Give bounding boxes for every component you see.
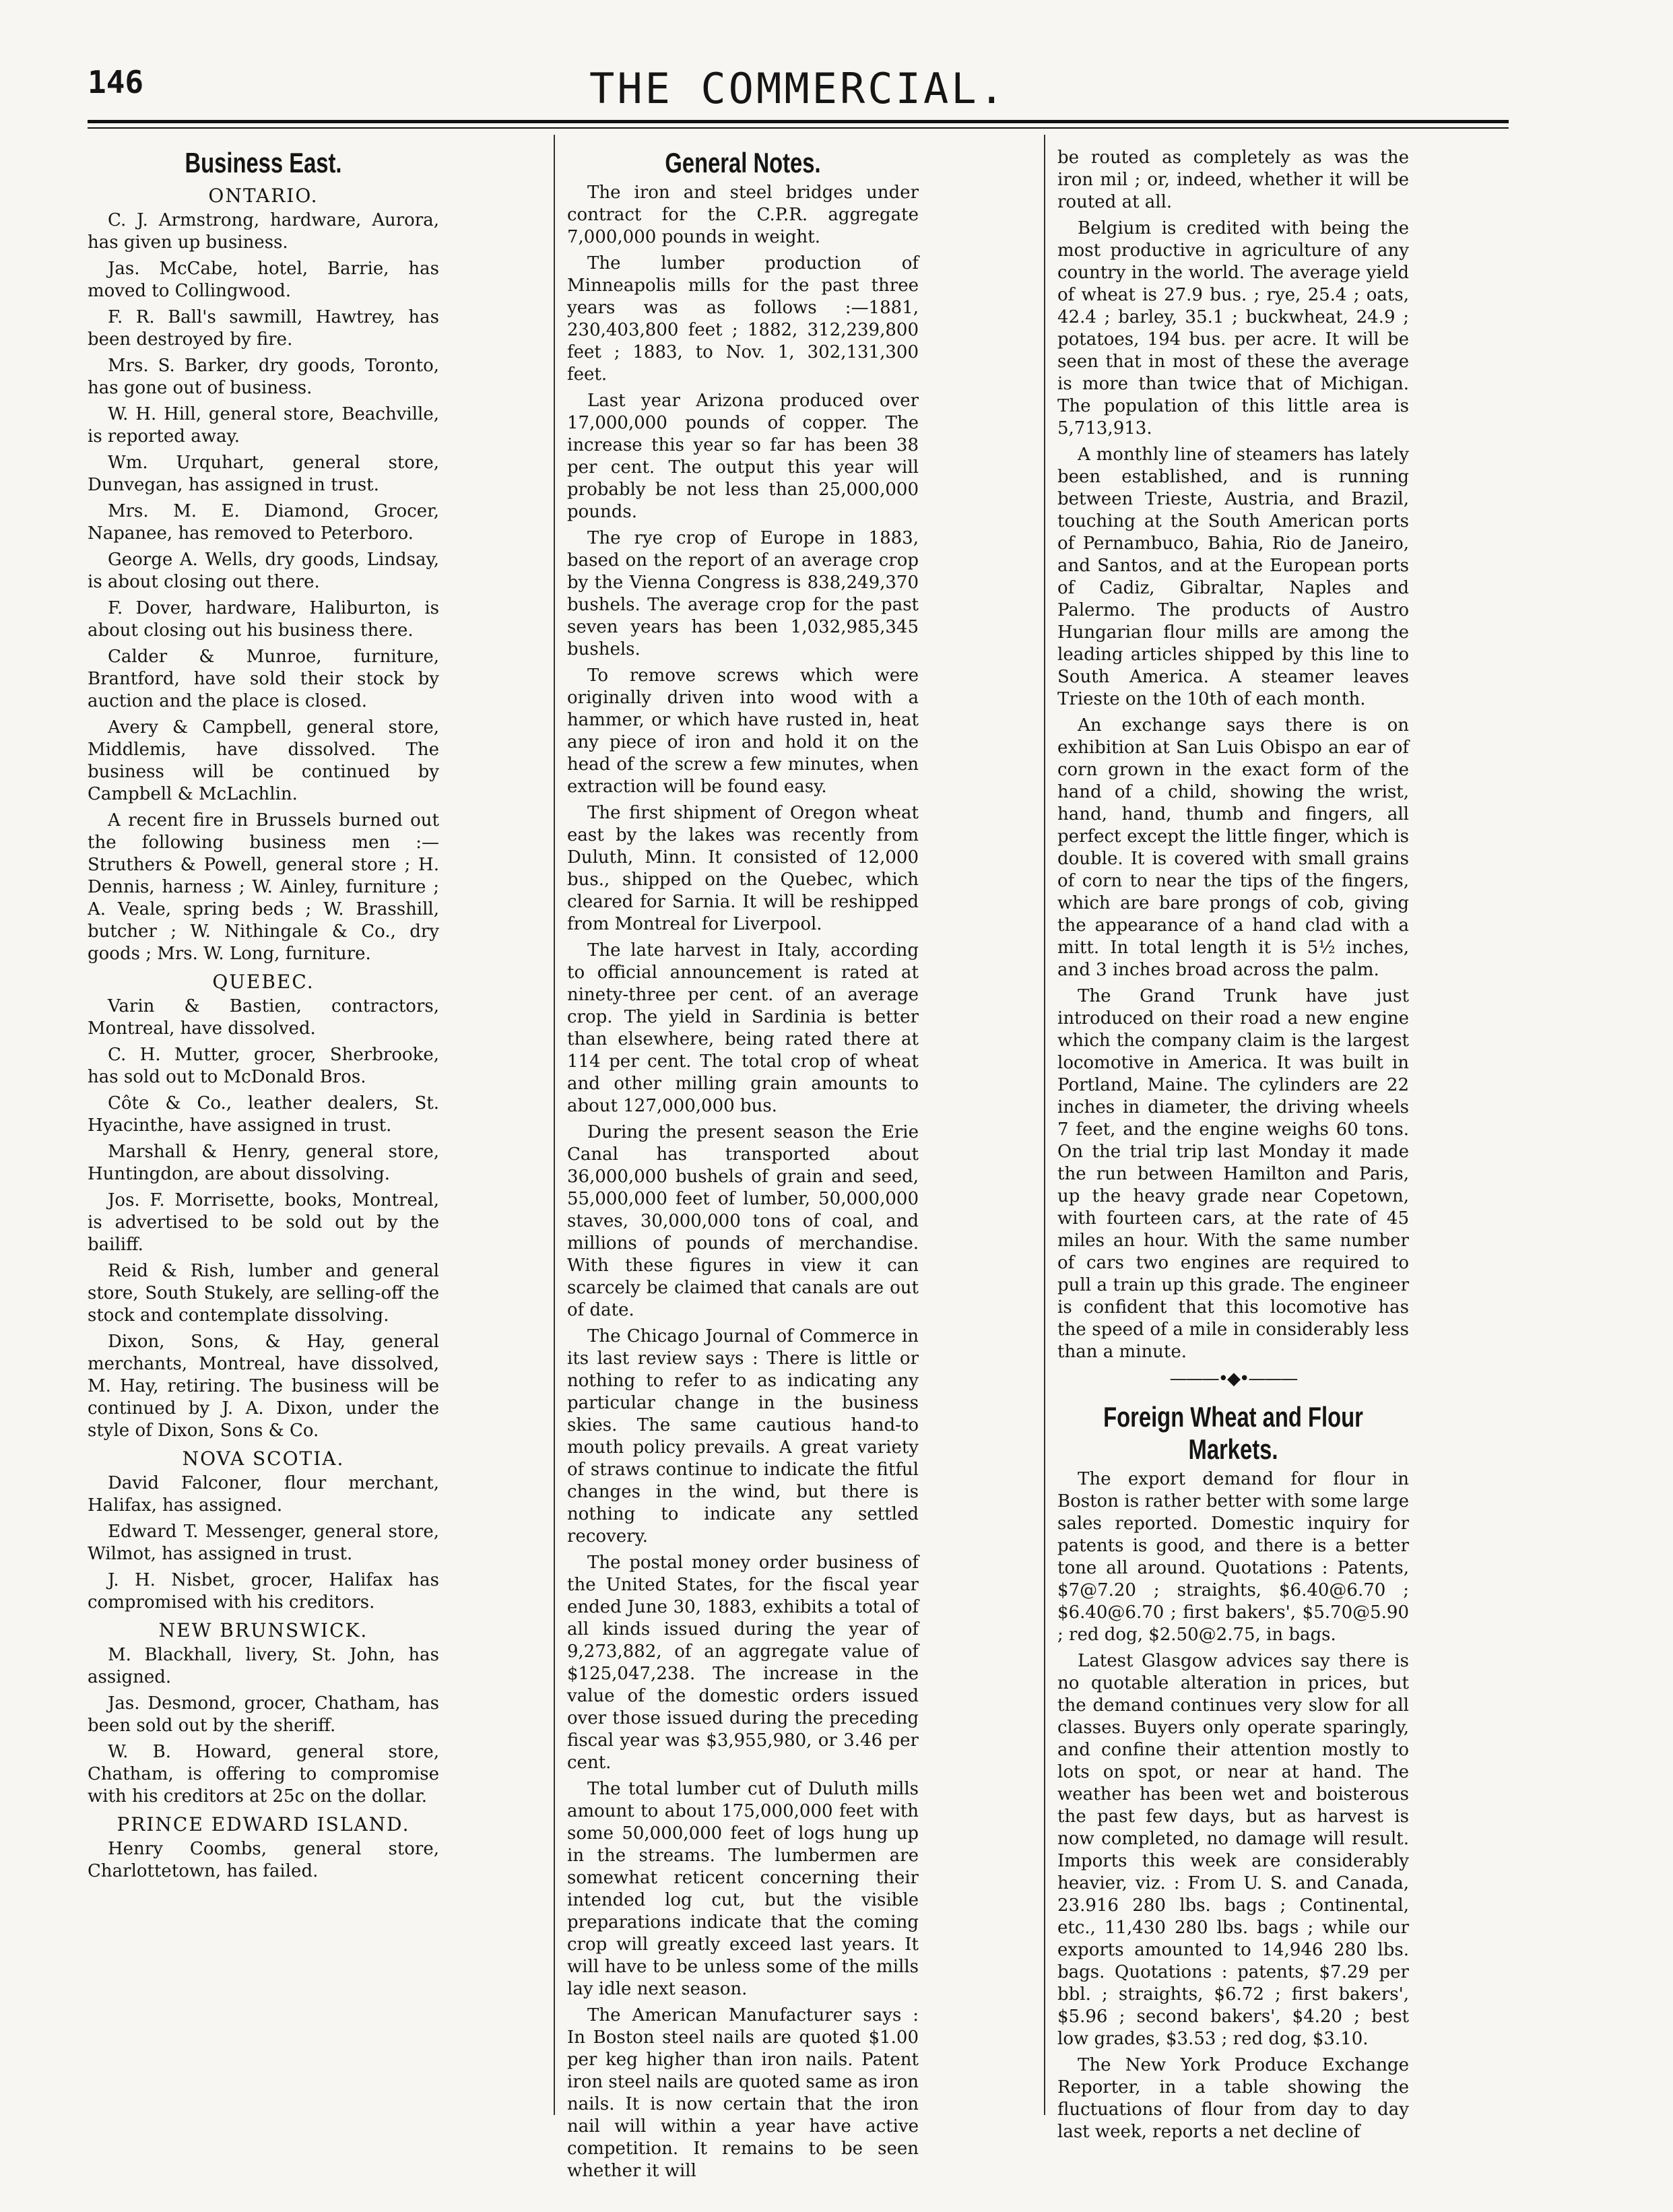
news-item: George A. Wells, dry goods, Lindsay, is about closing out there. xyxy=(88,550,439,592)
province-heading: QUEBEC. xyxy=(212,971,315,993)
news-item: Mrs. M. E. Diamond, Grocer, Napanee, has removed to Peterboro. xyxy=(88,501,439,544)
news-item: Dixon, Sons, & Hay, general merchants, Montreal, have dissolved, M. Hay, retiring. The business will be continued by J. A. Dixon, under the style of Dixon, Sons & Co. xyxy=(88,1332,439,1441)
note-paragraph: The American Manufacturer says : In Boston steel nails are quoted $1.00 per keg higher than iron nails. Patent iron steel nails are quoted same as iron nails. It is now certain that the iron nail will within a year have active competition. It remains to be seen whether it will xyxy=(567,2005,919,2181)
section-ornament: ———•◆•——— xyxy=(1169,1369,1297,1389)
news-item: F. Dover, hardware, Haliburton, is about closing out his business there. xyxy=(88,598,439,641)
publication-title: THE COMMERCIAL. xyxy=(589,64,1007,113)
province-heading: ONTARIO. xyxy=(208,185,319,207)
note-paragraph: A monthly line of steamers has lately been established, and is running between Trieste, Austria, and Brazil, touching at the South American ports of Pernambuco, Bahia, Rio de Janeiro, and Santos, and at the European ports of Cadiz, Gibraltar, Naples and Palermo. The products of Austro Hungarian flour mills are among the leading articles shipped by this line to South America. A steamer leaves Trieste on the 10th of each month. xyxy=(1057,445,1409,709)
news-item: Mrs. S. Barker, dry goods, Toronto, has gone out of business. xyxy=(88,356,439,398)
note-paragraph: To remove screws which were originally driven into wood with a hammer, or which have rusted in, heat any piece of iron and hold it on the head of the screw a few minutes, when extraction will be found easy. xyxy=(567,665,919,797)
section-heading: General Notes. xyxy=(665,147,821,178)
note-paragraph: Last year Arizona produced over 17,000,000 pounds of copper. The increase this year so far has been 38 per cent. The output this year will probably be not less than 25,000,000 pounds. xyxy=(567,391,919,522)
column-divider xyxy=(554,135,555,2115)
province-heading: NOVA SCOTIA. xyxy=(182,1447,345,1470)
section-heading: Foreign Wheat and Flour Markets. xyxy=(1103,1401,1363,1465)
column-divider xyxy=(1044,135,1045,2115)
news-item: Jos. F. Morrisette, books, Montreal, is advertised to be sold out by the bailiff. xyxy=(88,1190,439,1255)
note-paragraph: The Grand Trunk have just introduced on their road a new engine which the company claim is the largest locomotive in America. It was built in Portland, Maine. The cylinders are 22 inches in diameter, the driving wheels 7 feet, and the engine weighs 60 tons. On the trial trip last Monday it made the run between Hamilton and Paris, up the heavy grade near Copetown, with fourteen cars, at the rate of 45 miles an hour. With the same number of cars two engines are required to pull a train up this grade. The engineer is confident that this locomotive has the speed of a mile in considerably less than a minute. xyxy=(1057,986,1409,1362)
news-item: M. Blackhall, livery, St. John, has assigned. xyxy=(88,1645,439,1687)
news-item: Avery & Campbell, general store, Middlemis, have dissolved. The business will be continued by Campbell & McLachlin. xyxy=(88,717,439,804)
column-notes-and-markets xyxy=(1057,135,1409,2155)
news-item: Henry Coombs, general store, Charlottetown, has failed. xyxy=(88,1839,439,1881)
note-paragraph: The iron and steel bridges under contract for the C.P.R. aggregate 7,000,000 pounds in weight. xyxy=(567,183,919,247)
note-paragraph: The Chicago Journal of Commerce in its last review says : There is little or nothing to refer to as indicating any particular change in the business skies. The same cautious hand-to mouth policy prevails. A great variety of straws continue to indicate the fitful changes in the wind, but there is nothing to indicate any settled recovery. xyxy=(567,1326,919,1547)
note-paragraph: The late harvest in Italy, according to official announcement is rated at ninety-three per cent. of an average crop. The yield in Sardinia is better than elsewhere, being rated there at 114 per cent. The total crop of wheat and other milling grain amounts to about 127,000,000 bus. xyxy=(567,940,919,1116)
page-number: 146 xyxy=(88,64,144,100)
note-paragraph: be routed as completely as was the iron mil ; or, indeed, whether it will be routed at all. xyxy=(1057,148,1409,212)
section-heading: Business East. xyxy=(185,147,342,178)
note-paragraph: The first shipment of Oregon wheat east by the lakes was recently from Duluth, Minn. It consisted of 12,000 bus., shipped on the Quebec, which cleared for Sarnia. It will be reshipped from Montreal for Liverpool. xyxy=(567,803,919,934)
column-general-notes xyxy=(567,135,919,2181)
note-paragraph: The total lumber cut of Duluth mills amount to about 175,000,000 feet with some 50,000,000 feet of logs hung up in the streams. The lumbermen are somewhat reticent concerning their intended log cut, but the visible preparations indicate that the coming crop will greatly exceed last years. It will have to be unless some of the mills lay idle next season. xyxy=(567,1779,919,1999)
news-item: Varin & Bastien, contractors, Montreal, have dissolved. xyxy=(88,996,439,1039)
news-item: Côte & Co., leather dealers, St. Hyacinthe, have assigned in trust. xyxy=(88,1093,439,1136)
news-item: W. B. Howard, general store, Chatham, is offering to compromise with his creditors at 25c on the dollar. xyxy=(88,1742,439,1807)
masthead xyxy=(88,64,1509,118)
news-item: Reid & Rish, lumber and general store, South Stukely, are selling-off the stock and contemplate dissolving. xyxy=(88,1261,439,1326)
news-item: C. J. Armstrong, hardware, Aurora, has given up business. xyxy=(88,210,439,253)
news-item: Edward T. Messenger, general store, Wilmot, has assigned in trust. xyxy=(88,1522,439,1564)
news-item: Jas. Desmond, grocer, Chatham, has been sold out by the sheriff. xyxy=(88,1693,439,1736)
news-item: Wm. Urquhart, general store, Dunvegan, has assigned in trust. xyxy=(88,453,439,495)
note-paragraph: An exchange says there is on exhibition at San Luis Obispo an ear of corn grown in the exact form of the hand of a child, showing the wrist, hand, hand, thumb and fingers, all perfect except the little finger, which is double. It is covered with small grains of corn to near the tips of the fingers, which are bare prongs of cob, giving the appearance of a hand clad with a mitt. In total length it is 5½ inches, and 3 inches broad across the palm. xyxy=(1057,715,1409,980)
column-business-east xyxy=(88,135,439,2155)
note-paragraph: The rye crop of Europe in 1883, based on the report of an average crop by the Vienna Congress is 838,249,370 bushels. The average crop for the past seven years has been 1,032,985,345 bushels. xyxy=(567,528,919,659)
header-rule-thick xyxy=(88,120,1509,123)
news-item: W. H. Hill, general store, Beachville, is reported away. xyxy=(88,404,439,447)
market-paragraph: The export demand for flour in Boston is rather better with some large sales reported. Domestic inquiry for patents is good, and there is a better tone all around. Quotations : Patents, $7@7.20 ; straights, $6.40@6.70 ; $6.40@6.70 ; first bakers', $5.70@5.90 ; red dog, $2.50@2.75, in bags. xyxy=(1057,1469,1409,1645)
header-rule-thin xyxy=(88,127,1509,129)
province-heading: PRINCE EDWARD ISLAND. xyxy=(117,1813,410,1835)
province-heading: NEW BRUNSWICK. xyxy=(158,1619,368,1641)
note-paragraph: Belgium is credited with being the most productive in agriculture of any country in the world. The average yield of wheat is 27.9 bus. ; rye, 25.4 ; oats, 42.4 ; barley, 35.1 ; buckwheat, 24.9 ; potatoes, 194 bus. per acre. It will be seen that in most of these the average is more than twice that of Michigan. The population of this little area is 5,713,913. xyxy=(1057,218,1409,438)
news-item: A recent fire in Brussels burned out the following business men :—Struthers & Powell, general store ; H. Dennis, harness ; W. Ainley, furniture ; A. Veale, spring beds ; W. Brasshill, butcher ; W. Nithingale & Co., dry goods ; Mrs. W. Long, furniture. xyxy=(88,810,439,964)
market-paragraph: Latest Glasgow advices say there is no quotable alteration in prices, but the demand continues very slow for all classes. Buyers only operate sparingly, and confine their attention mostly to lots on spot, or near at hand. The weather has been wet and boisterous the past few days, but as harvest is now completed, no damage will result. Imports this week are considerably heavier, viz. : From U. S. and Canada, 23.916 280 lbs. bags ; Continental, etc., 11,430 280 lbs. bags ; while our exports amounted to 14,946 280 lbs. bags. Quotations : patents, $7.29 per bbl. ; straights, $6.72 ; first bakers', $5.96 ; second bakers', $4.20 ; best low grades, $3.53 ; red dog, $3.10. xyxy=(1057,1651,1409,2049)
note-paragraph: The lumber production of Minneapolis mills for the past three years was as follows :—1881, 230,403,800 feet ; 1882, 312,239,800 feet ; 1883, to Nov. 1, 302,131,300 feet. xyxy=(567,253,919,385)
news-item: David Falconer, flour merchant, Halifax, has assigned. xyxy=(88,1473,439,1516)
note-paragraph: The postal money order business of the United States, for the fiscal year ended June 30, 1883, exhibits a total of all kinds issued during the year of 9,273,882, of an aggregate value of $125,047,238. The increase in the value of the domestic orders issued over those issued during the preceding fiscal year was $3,955,980, or 3.46 per cent. xyxy=(567,1553,919,1773)
news-item: F. R. Ball's sawmill, Hawtrey, has been destroyed by fire. xyxy=(88,307,439,350)
news-item: J. H. Nisbet, grocer, Halifax has compromised with his creditors. xyxy=(88,1570,439,1613)
news-item: Marshall & Henry, general store, Huntingdon, are about dissolving. xyxy=(88,1142,439,1184)
news-item: Calder & Munroe, furniture, Brantford, have sold their stock by auction and the place is closed. xyxy=(88,647,439,711)
market-paragraph: The New York Produce Exchange Reporter, in a table showing the fluctuations of flour from day to day last week, reports a net decline of xyxy=(1057,2055,1409,2142)
news-item: C. H. Mutter, grocer, Sherbrooke, has sold out to McDonald Bros. xyxy=(88,1045,439,1087)
news-item: Jas. McCabe, hotel, Barrie, has moved to Collingwood. xyxy=(88,259,439,301)
note-paragraph: During the present season the Erie Canal has transported about 36,000,000 bushels of grain and seed, 55,000,000 feet of lumber, 50,000,000 staves, 30,000,000 tons of coal, and millions of pounds of merchandise. With these figures in view it can scarcely be claimed that canals are out of date. xyxy=(567,1122,919,1320)
